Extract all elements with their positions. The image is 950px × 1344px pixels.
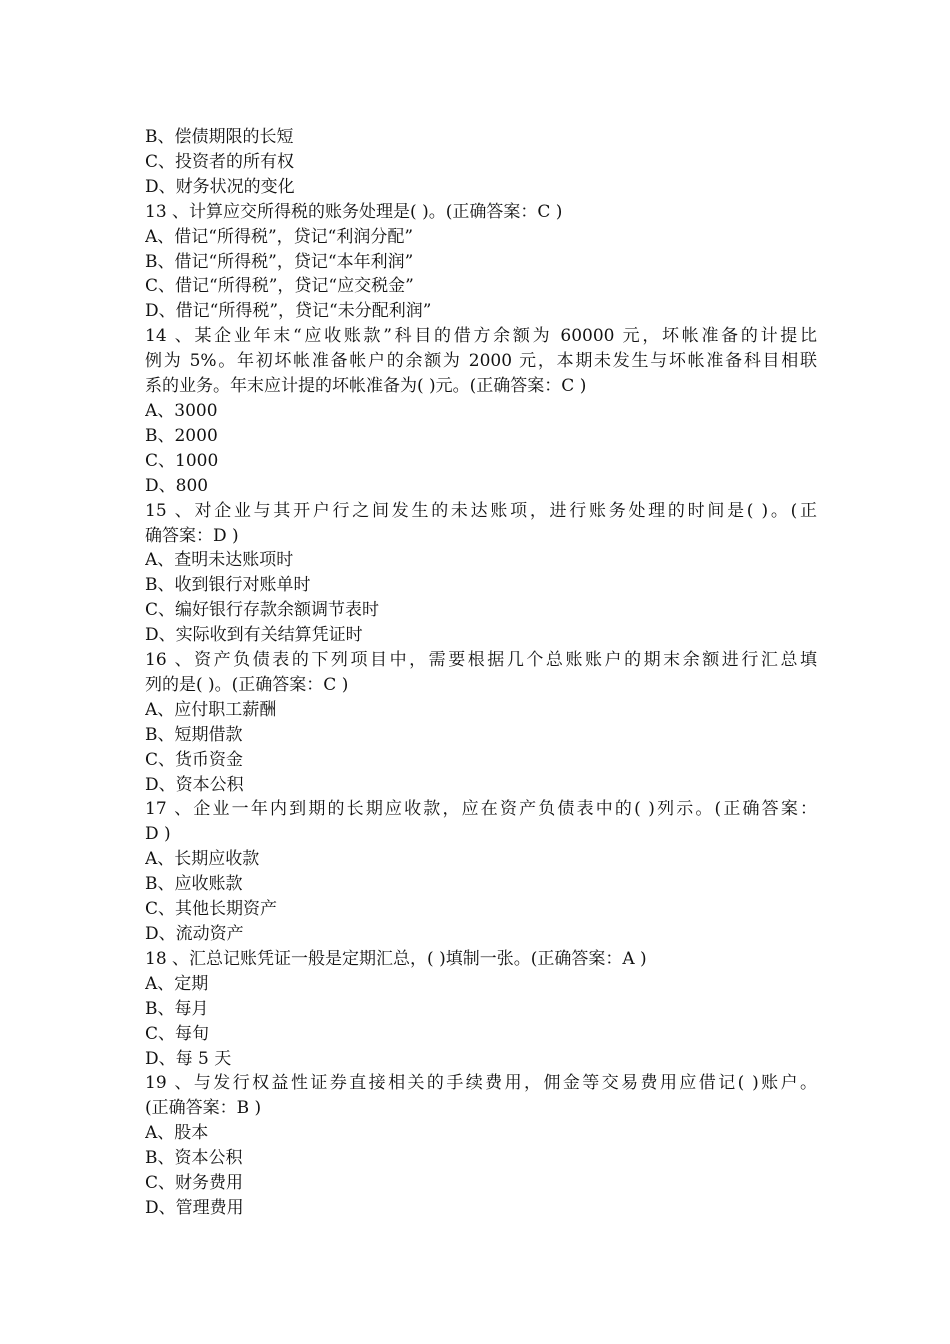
text-line: C、借记“所得税”，贷记“应交税金”	[145, 276, 414, 297]
text-line: B、收到银行对账单时	[145, 575, 311, 596]
text-line: D、借记“所得税”，贷记“未分配利润”	[145, 301, 432, 322]
question-19: 19 、与发行权益性证券直接相关的手续费用，佣金等交易费用应借记( )账户。	[145, 1073, 817, 1094]
text-line: B、短期借款	[145, 724, 243, 745]
text-line: D、管理费用	[145, 1197, 244, 1218]
document-page	[145, 125, 817, 1221]
text-line: (正确答案：B )	[145, 1098, 262, 1119]
text-line: A、定期	[145, 973, 209, 994]
text-line: B、资本公积	[145, 1148, 243, 1169]
text-line: D、财务状况的变化	[145, 176, 295, 197]
text-line: C、1000	[145, 450, 219, 471]
text-line: D、800	[145, 475, 209, 496]
text-line: B、2000	[145, 425, 218, 446]
text-line: 例为 5%。年初坏帐准备帐户的余额为 2000 元，本期未发生与坏帐准备科目相联	[145, 351, 817, 372]
text-line: D、实际收到有关结算凭证时	[145, 625, 363, 646]
text-line: 确答案：D )	[145, 525, 239, 546]
text-line: A、3000	[145, 400, 218, 421]
question-13: 13 、计算应交所得税的账务处理是( )。(正确答案：C )	[145, 201, 563, 222]
text-line: C、其他长期资产	[145, 899, 278, 920]
text-line: D、流动资产	[145, 924, 244, 944]
text-line: B、每月	[145, 998, 209, 1019]
text-line: A、股本	[145, 1123, 209, 1144]
text-line: A、应付职工薪酬	[145, 699, 277, 720]
text-line: D )	[145, 824, 171, 845]
question-17: 17 、企业一年内到期的长期应收款，应在资产负债表中的( )列示。(正确答案：	[145, 799, 817, 820]
text-line: C、编好银行存款余额调节表时	[145, 600, 380, 621]
text-line: B、应收账款	[145, 874, 243, 895]
text-line: B、借记“所得税”，贷记“本年利润”	[145, 251, 414, 272]
question-18: 18 、汇总记账凭证一般是定期汇总，( )填制一张。(正确答案：A )	[145, 948, 647, 969]
question-14: 14 、某企业年末“应收账款”科目的借方余额为 60000 元，坏帐准备的计提比	[145, 326, 817, 347]
question-16: 16 、资产负债表的下列项目中，需要根据几个总账账户的期末余额进行汇总填	[145, 650, 817, 671]
text-line: C、货币资金	[145, 749, 244, 770]
text-line: C、投资者的所有权	[145, 151, 295, 172]
text-line: A、借记“所得税”，贷记“利润分配”	[145, 226, 414, 247]
text-line: A、长期应收款	[145, 849, 260, 870]
text-line: 列的是( )。(正确答案：C )	[145, 674, 349, 695]
text-line: 系的业务。年末应计提的坏帐准备为( )元。(正确答案：C )	[145, 376, 587, 397]
text-line: D、资本公积	[145, 774, 244, 795]
text-line: B、偿债期限的长短	[145, 127, 294, 147]
question-15: 15 、对企业与其开户行之间发生的未达账项，进行账务处理的时间是( )。(正	[145, 500, 817, 521]
text-line: C、财务费用	[145, 1173, 244, 1194]
text-line: D、每 5 天	[145, 1048, 232, 1069]
text-line: C、每旬	[145, 1023, 210, 1044]
text-line: A、查明未达账项时	[145, 550, 294, 571]
